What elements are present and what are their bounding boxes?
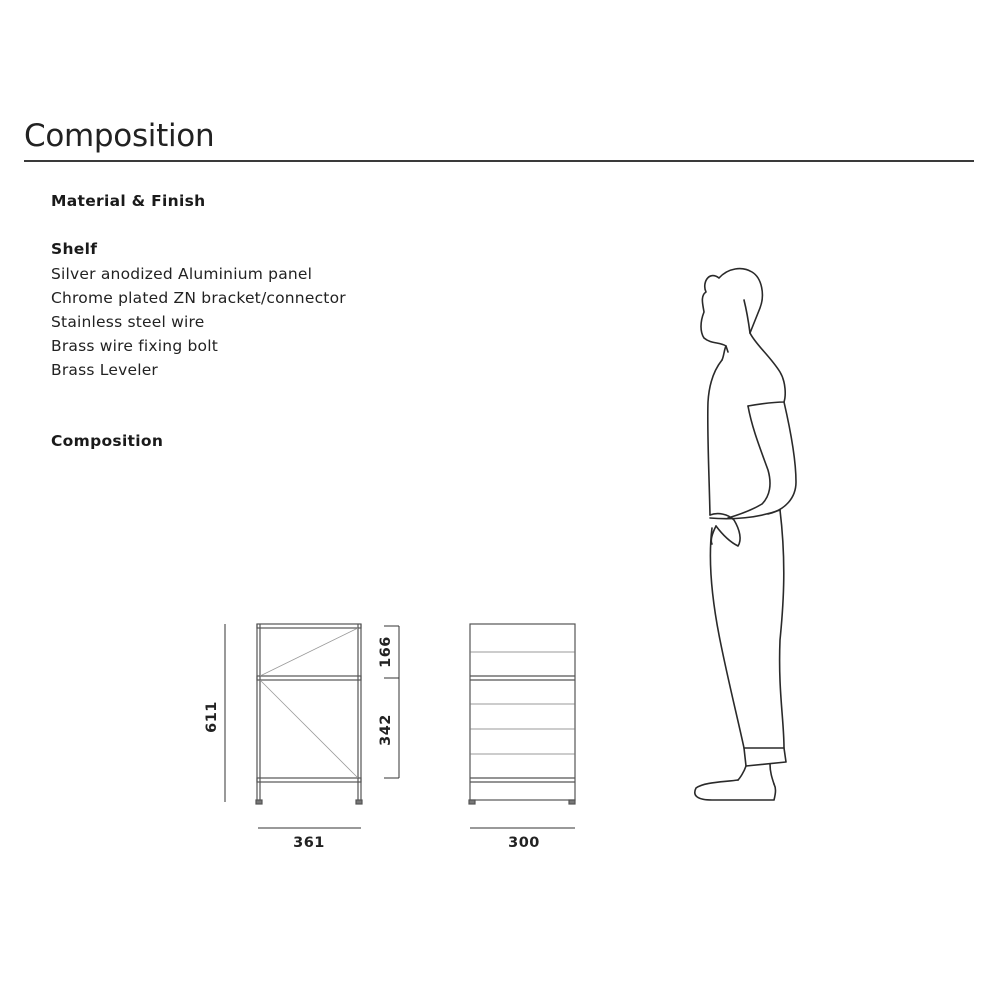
height-dimension <box>204 624 225 802</box>
material-finish-heading: Material & Finish <box>51 192 206 210</box>
shelf-side-view <box>469 624 575 804</box>
material-item: Brass wire fixing bolt <box>51 337 218 355</box>
material-item: Chrome plated ZN bracket/connector <box>51 289 346 307</box>
front-width-label: 361 <box>293 835 325 851</box>
total-height-label: 611 <box>204 701 220 733</box>
compartment-dimensions <box>378 626 399 778</box>
shelf-front-view <box>256 624 362 804</box>
material-item: Brass Leveler <box>51 361 159 379</box>
width-dimension <box>258 828 361 851</box>
page-title: Composition <box>24 118 215 154</box>
human-scale-figure <box>695 269 796 800</box>
lower-compartment-label: 342 <box>378 714 394 746</box>
upper-compartment-label: 166 <box>378 636 394 668</box>
material-item: Stainless steel wire <box>51 313 205 331</box>
side-depth-label: 300 <box>508 835 540 851</box>
depth-dimension <box>470 828 575 851</box>
shelf-heading: Shelf <box>51 240 98 258</box>
composition-heading: Composition <box>51 432 164 450</box>
material-item: Silver anodized Aluminium panel <box>51 265 313 283</box>
